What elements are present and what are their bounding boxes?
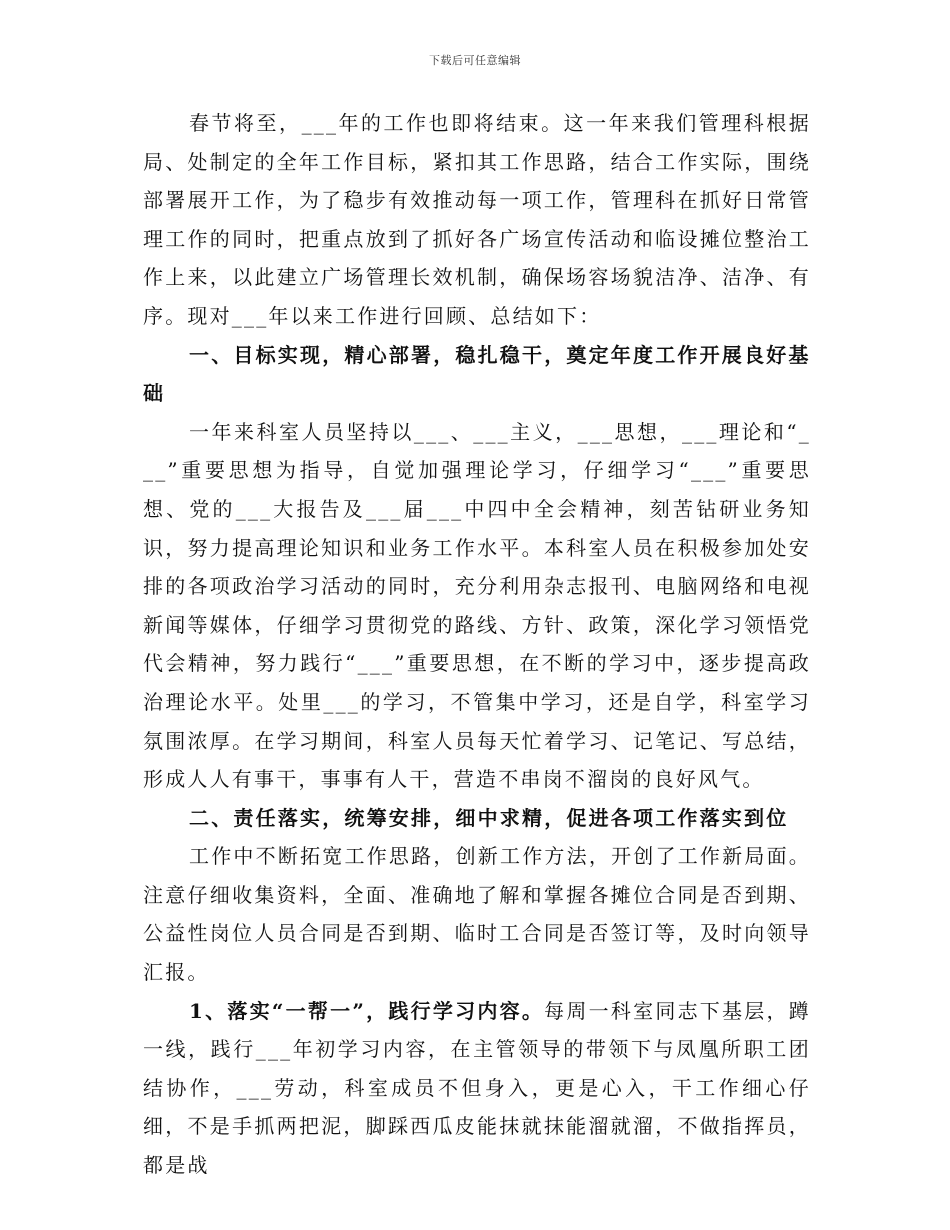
item-1-title: 1、落实“一帮一”，践行学习内容。	[189, 998, 545, 1023]
intro-paragraph: 春节将至，___年的工作也即将结束。这一年来我们管理科根据局、处制定的全年工作目标，紧扣其工作思路，结合工作实际，围绕部署展开工作，为了稳步有效推动每一项工作，管理科在抓好日常管理工作的同时，把重点放到了抓好各广场宣传活动和临设摊位整治工作上来，以此建立广场管理长效机制，确保场容场貌洁净、洁净、有序。现对___年以来工作进行回顾、总结如下：	[143, 111, 811, 328]
item-1-text: 每周一科室同志下基层，蹲一线，践行___年初学习内容，在主管领导的带领下与凤凰所职工团结协作，___劳动，科室成员不但身入，更是心入，干工作细心仔细，不是手抓两把泥，脚踩西瓜皮能抹就抹能溜就溜，不做指挥员，都是战	[143, 998, 811, 1178]
section-2-paragraph: 工作中不断拓宽工作思路，创新工作方法，开创了工作新局面。注意仔细收集资料，全面、准确地了解和掌握各摊位合同是否到期、公益性岗位人员合同是否到期、临时工合同是否签订等，及时向领导汇报。	[143, 844, 811, 985]
section-1-paragraph: 一年来科室人员坚持以___、___主义，___思想，___理论和“___”重要思想为指导，自觉加强理论学习，仔细学习“___”重要思想、党的___大报告及___届___中四中全会精神，刻苦钻研业务知识，努力提高理论知识和业务工作水平。本科室人员在积极参加处安排的各项政治学习活动的同时，充分利用杂志报刊、电脑网络和电视新闻等媒体，仔细学习贯彻党的路线、方针、政策，深化学习领悟党代会精神，努力践行“___”重要思想，在不断的学习中，逐步提高政治理论水平。处里___的学习，不管集中学习，还是自学，科室学习氛围浓厚。在学习期间，科室人员每天忙着学习、记笔记、写总结，形成人人有事干，事事有人干，营造不串岗不溜岗的良好风气。	[143, 419, 811, 792]
item-1-paragraph	[143, 992, 811, 1185]
document-body	[143, 104, 811, 1185]
section-heading-2: 二、责任落实，统筹安排，细中求精，促进各项工作落实到位	[189, 805, 789, 830]
page-header: 下载后可任意编辑	[429, 54, 521, 67]
section-heading-1: 一、目标实现，精心部署，稳扎稳干，奠定年度工作开展良好基础	[143, 342, 811, 406]
